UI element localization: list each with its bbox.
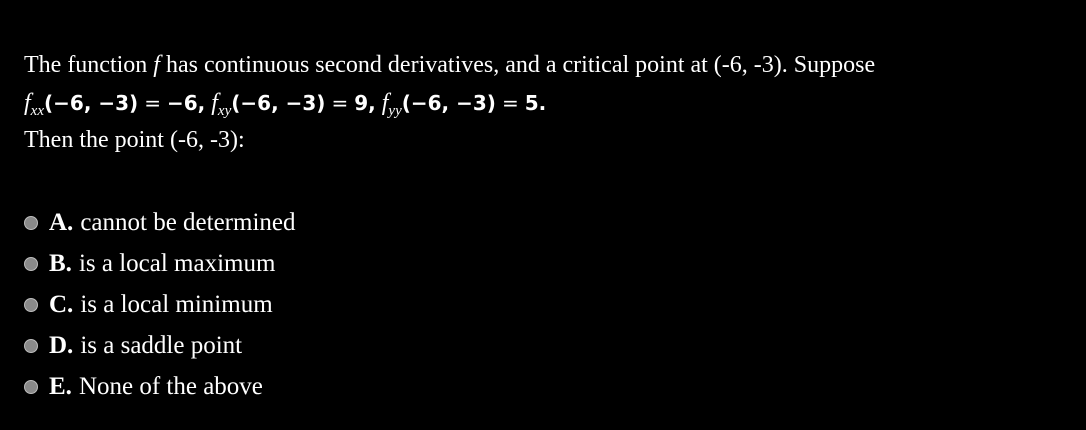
option-letter: E. <box>49 373 72 400</box>
question-prefix: The function <box>24 52 154 78</box>
radio-button-icon[interactable] <box>24 380 38 394</box>
option-letter: D. <box>49 332 74 359</box>
second-derivatives-line <box>24 85 1074 121</box>
option-letter: A. <box>49 209 74 236</box>
question-line-3: Then the point (-6, -3): <box>24 127 245 153</box>
option-a[interactable] <box>24 202 296 243</box>
fyy-expression: $f_{yy}(-6$, −3) = 5. <box>381 90 547 119</box>
option-label: is a local minimum <box>80 291 273 318</box>
fxx-expression: $f_{xx}(-6$, −3) = −6, <box>24 90 206 119</box>
option-letter: B. <box>49 250 72 277</box>
option-label: cannot be determined <box>80 209 296 236</box>
question-text <box>24 46 1074 160</box>
option-letter: C. <box>49 291 74 318</box>
radio-button-icon[interactable] <box>24 339 38 353</box>
radio-button-icon[interactable] <box>24 298 38 312</box>
question-line-1 <box>24 46 1074 85</box>
option-c[interactable] <box>24 284 296 325</box>
question-suffix: has continuous second derivatives, and a critical point at (-6, -3). Suppose <box>159 52 876 78</box>
option-label: is a saddle point <box>80 332 243 359</box>
function-symbol: f <box>153 52 160 78</box>
radio-button-icon[interactable] <box>24 216 38 230</box>
option-d[interactable] <box>24 325 296 366</box>
option-label: is a local maximum <box>78 250 276 277</box>
radio-button-icon[interactable] <box>24 257 38 271</box>
option-b[interactable] <box>24 243 296 284</box>
option-e[interactable] <box>24 366 296 407</box>
option-label: None of the above <box>78 373 263 400</box>
fxy-expression: $f_{xy}(-6$, −3) = 9, <box>211 90 376 119</box>
answer-options <box>24 202 296 407</box>
